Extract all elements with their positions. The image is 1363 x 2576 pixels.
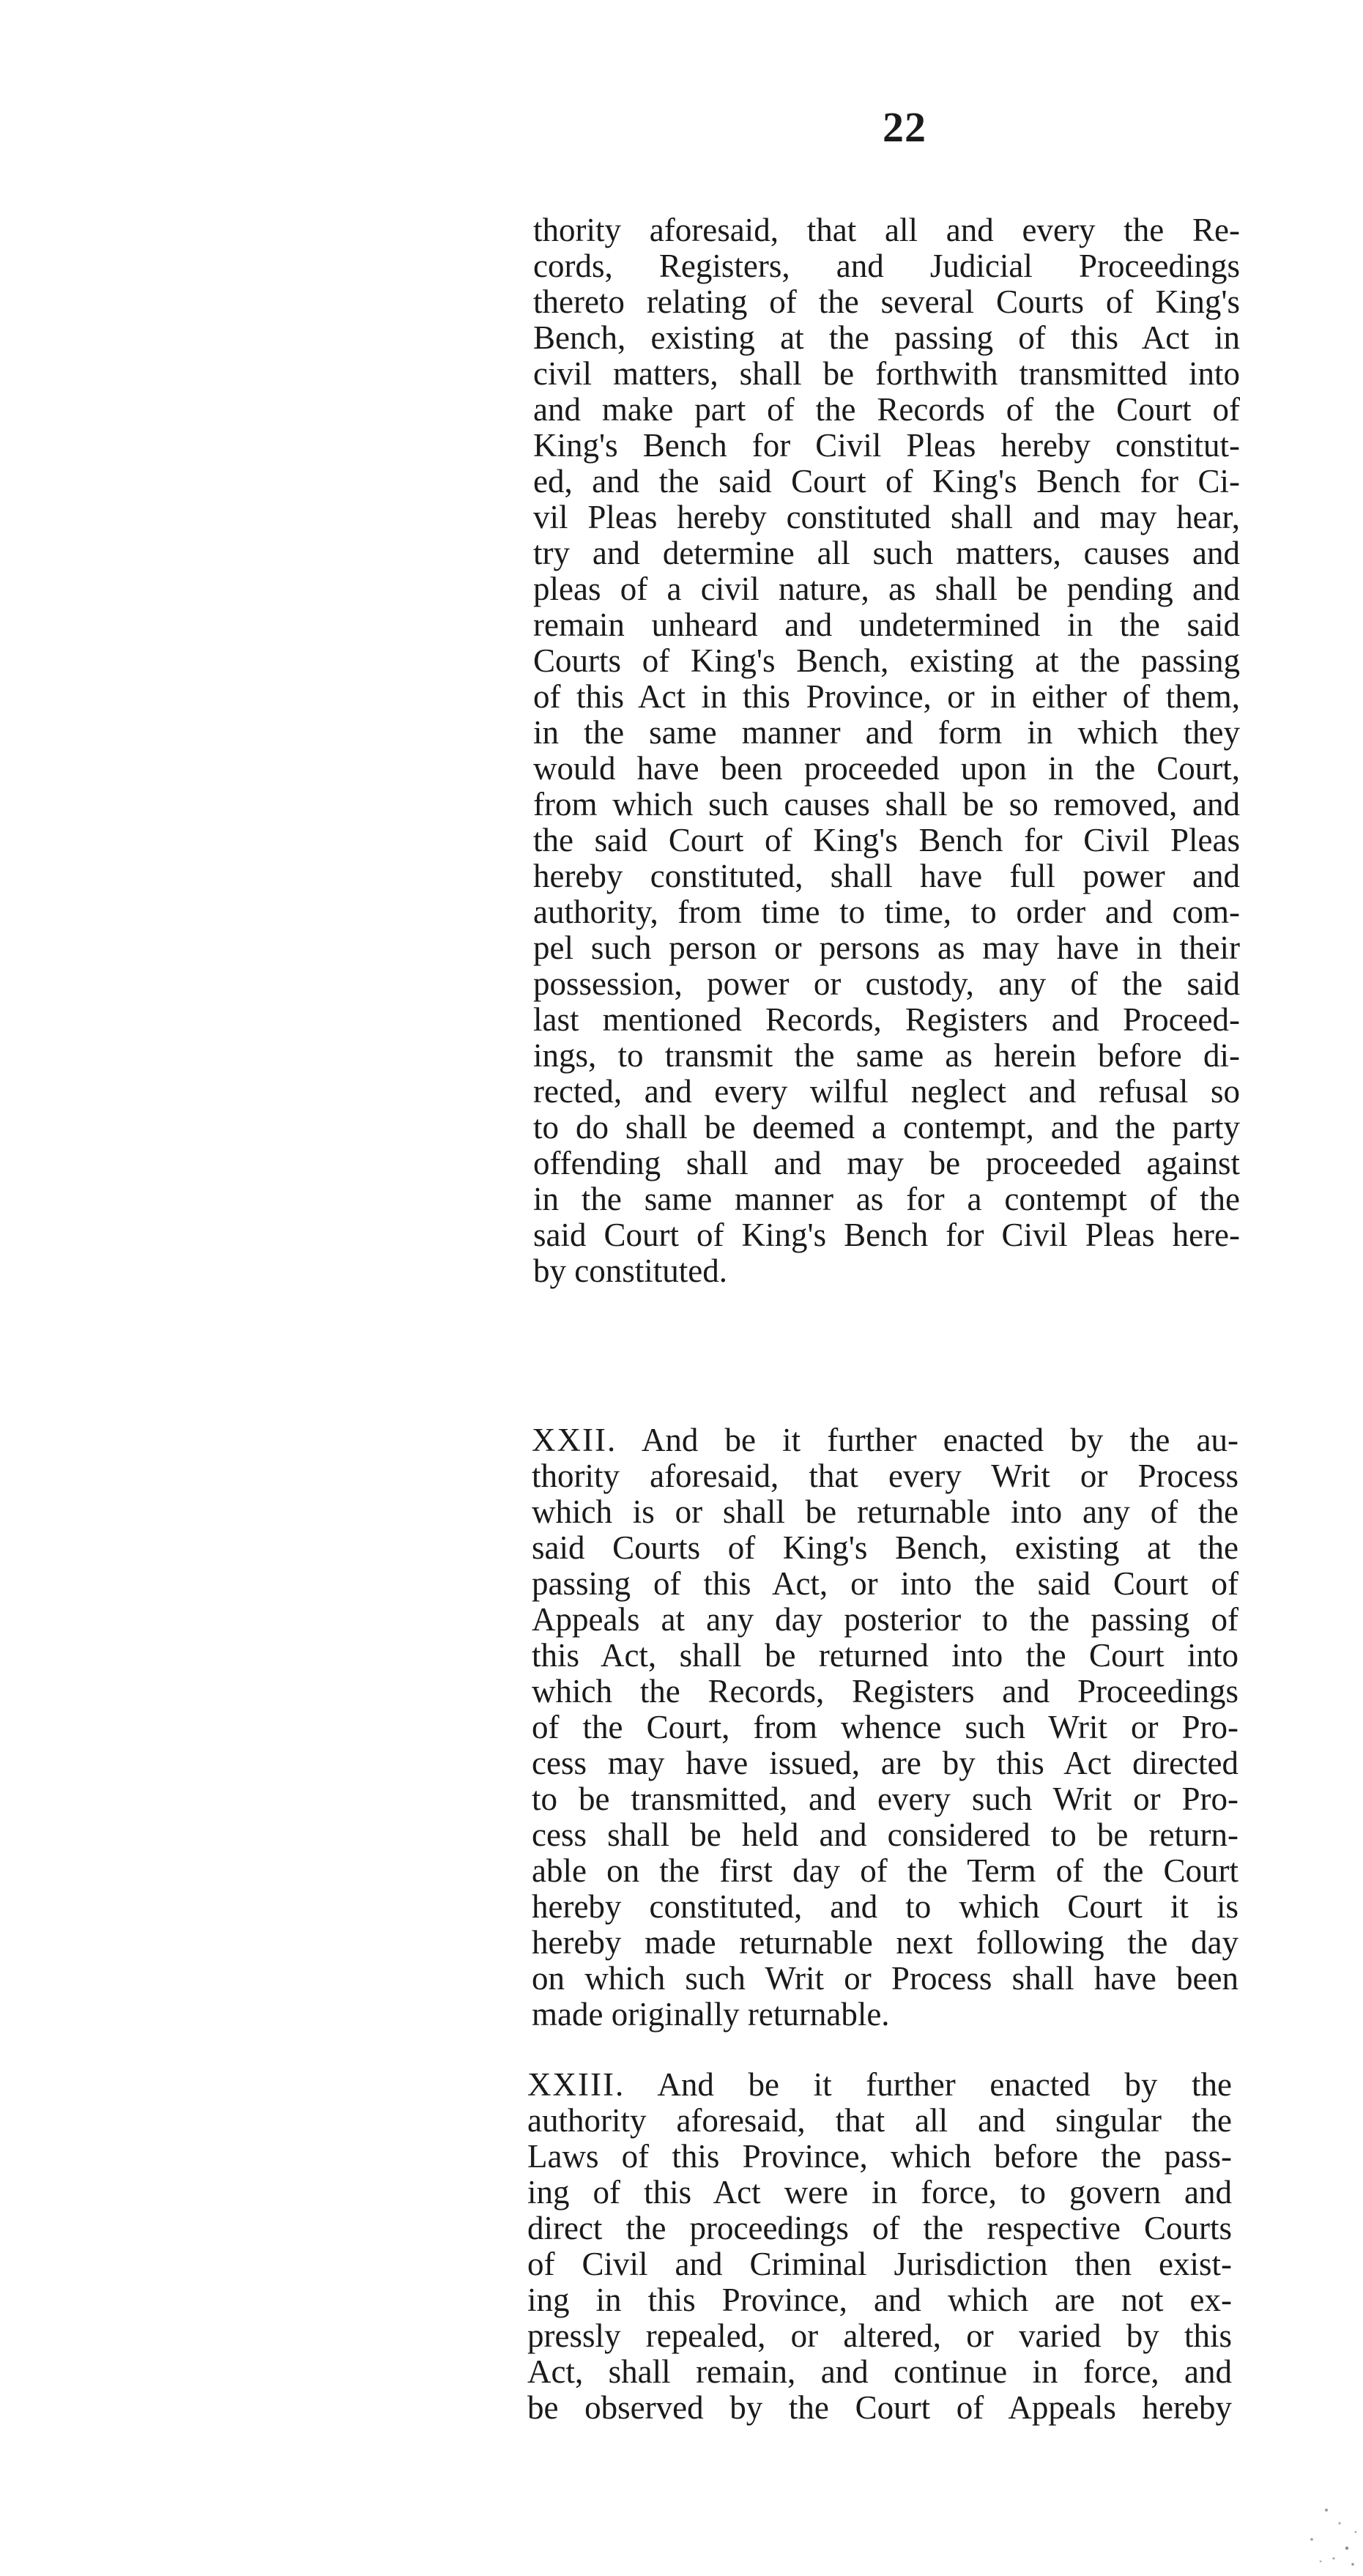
text-line: direct the proceedings of the respective Courts <box>527 2210 1232 2246</box>
text-line: said Court of King's Bench for Civil Pleas here- <box>533 1217 1240 1253</box>
text-line: by constituted. <box>533 1252 727 1289</box>
section-first-line <box>527 2067 1232 2103</box>
text-line: cords, Registers, and Judicial Proceedings <box>533 248 1240 284</box>
text-line: thority aforesaid, that every Writ or Process <box>532 1458 1238 1494</box>
section-first-line <box>532 1422 1238 1458</box>
text-line: be observed by the Court of Appeals hereby <box>527 2389 1232 2426</box>
text-line: hereby constituted, shall have full power and <box>533 858 1240 894</box>
text-line: and make part of the Records of the Court of <box>533 391 1240 428</box>
text-line: able on the first day of the Term of the Court <box>532 1852 1238 1889</box>
text-line: from which such causes shall be so removed, and <box>533 786 1240 823</box>
text-line: said Courts of King's Bench, existing at the <box>532 1529 1238 1566</box>
text-line: pressly repealed, or altered, or varied by this <box>527 2317 1232 2354</box>
text-line: on which such Writ or Process shall have been <box>532 1960 1238 1997</box>
text-line: thority aforesaid, that all and every the Re- <box>533 212 1240 248</box>
text-line: Act, shall remain, and continue in force, and <box>527 2353 1232 2390</box>
text-line: ing in this Province, and which are not ex- <box>527 2282 1232 2318</box>
text-line: in the same manner and form in which they <box>533 714 1240 751</box>
text-line: Laws of this Province, which before the pass- <box>527 2138 1232 2175</box>
text-line: King's Bench for Civil Pleas hereby constitut- <box>533 427 1240 464</box>
text-line: this Act, shall be returned into the Court into <box>532 1637 1238 1674</box>
text-line: of this Act in this Province, or in either of them, <box>533 678 1240 715</box>
text-line: thereto relating of the several Courts of King's <box>533 283 1240 320</box>
text-line: ing of this Act were in force, to govern and <box>527 2174 1232 2211</box>
section-number: XXII. <box>532 1422 617 1458</box>
text-line: possession, power or custody, any of the said <box>533 965 1240 1002</box>
page-number: 22 <box>883 103 926 151</box>
section-first-line-text: And be it further enacted by the au- <box>641 1422 1238 1458</box>
text-line: offending shall and may be proceeded against <box>533 1145 1240 1181</box>
section-first-line-text: And be it further enacted by the <box>657 2066 1232 2103</box>
text-line: in the same manner as for a contempt of the <box>533 1181 1240 1217</box>
text-line: try and determine all such matters, causes and <box>533 535 1240 571</box>
text-line: authority aforesaid, that all and singular the <box>527 2102 1232 2139</box>
section-number: XXIII. <box>527 2066 625 2103</box>
text-line: to do shall be deemed a contempt, and the party <box>533 1109 1240 1146</box>
text-line: of Civil and Criminal Jurisdiction then exist- <box>527 2246 1232 2282</box>
text-line: which the Records, Registers and Proceedings <box>532 1673 1238 1710</box>
paper-specks <box>1282 2488 1363 2576</box>
section-xxiii <box>527 2067 1232 2426</box>
text-line: pel such person or persons as may have in their <box>533 929 1240 966</box>
text-line: last mentioned Records, Registers and Proceed- <box>533 1001 1240 1038</box>
paragraph-continuation <box>533 212 1240 1289</box>
text-line: made originally returnable. <box>532 1996 890 2033</box>
text-line: would have been proceeded upon in the Court, <box>533 750 1240 787</box>
text-line: authority, from time to time, to order and com- <box>533 894 1240 930</box>
text-line: Bench, existing at the passing of this Act in <box>533 319 1240 356</box>
text-line: Courts of King's Bench, existing at the passing <box>533 642 1240 679</box>
text-line: hereby constituted, and to which Court it is <box>532 1888 1238 1925</box>
text-line: cess may have issued, are by this Act directed <box>532 1745 1238 1781</box>
text-line: of the Court, from whence such Writ or Pro- <box>532 1709 1238 1745</box>
text-line: remain unheard and undetermined in the said <box>533 606 1240 643</box>
text-line: vil Pleas hereby constituted shall and may hear, <box>533 499 1240 535</box>
text-line: ed, and the said Court of King's Bench for Ci- <box>533 463 1240 500</box>
text-line: rected, and every wilful neglect and refusal so <box>533 1073 1240 1110</box>
text-line: passing of this Act, or into the said Court of <box>532 1565 1238 1602</box>
text-line: cess shall be held and considered to be return- <box>532 1816 1238 1853</box>
section-xxii <box>532 1422 1238 2033</box>
text-line: ings, to transmit the same as herein before di- <box>533 1037 1240 1074</box>
text-line: Appeals at any day posterior to the passing of <box>532 1601 1238 1638</box>
text-line: to be transmitted, and every such Writ or Pro- <box>532 1781 1238 1817</box>
text-line: the said Court of King's Bench for Civil Pleas <box>533 822 1240 858</box>
text-line: pleas of a civil nature, as shall be pending and <box>533 571 1240 607</box>
text-line: which is or shall be returnable into any of the <box>532 1493 1238 1530</box>
text-line: civil matters, shall be forthwith transmitted into <box>533 355 1240 392</box>
text-line: hereby made returnable next following the day <box>532 1924 1238 1961</box>
